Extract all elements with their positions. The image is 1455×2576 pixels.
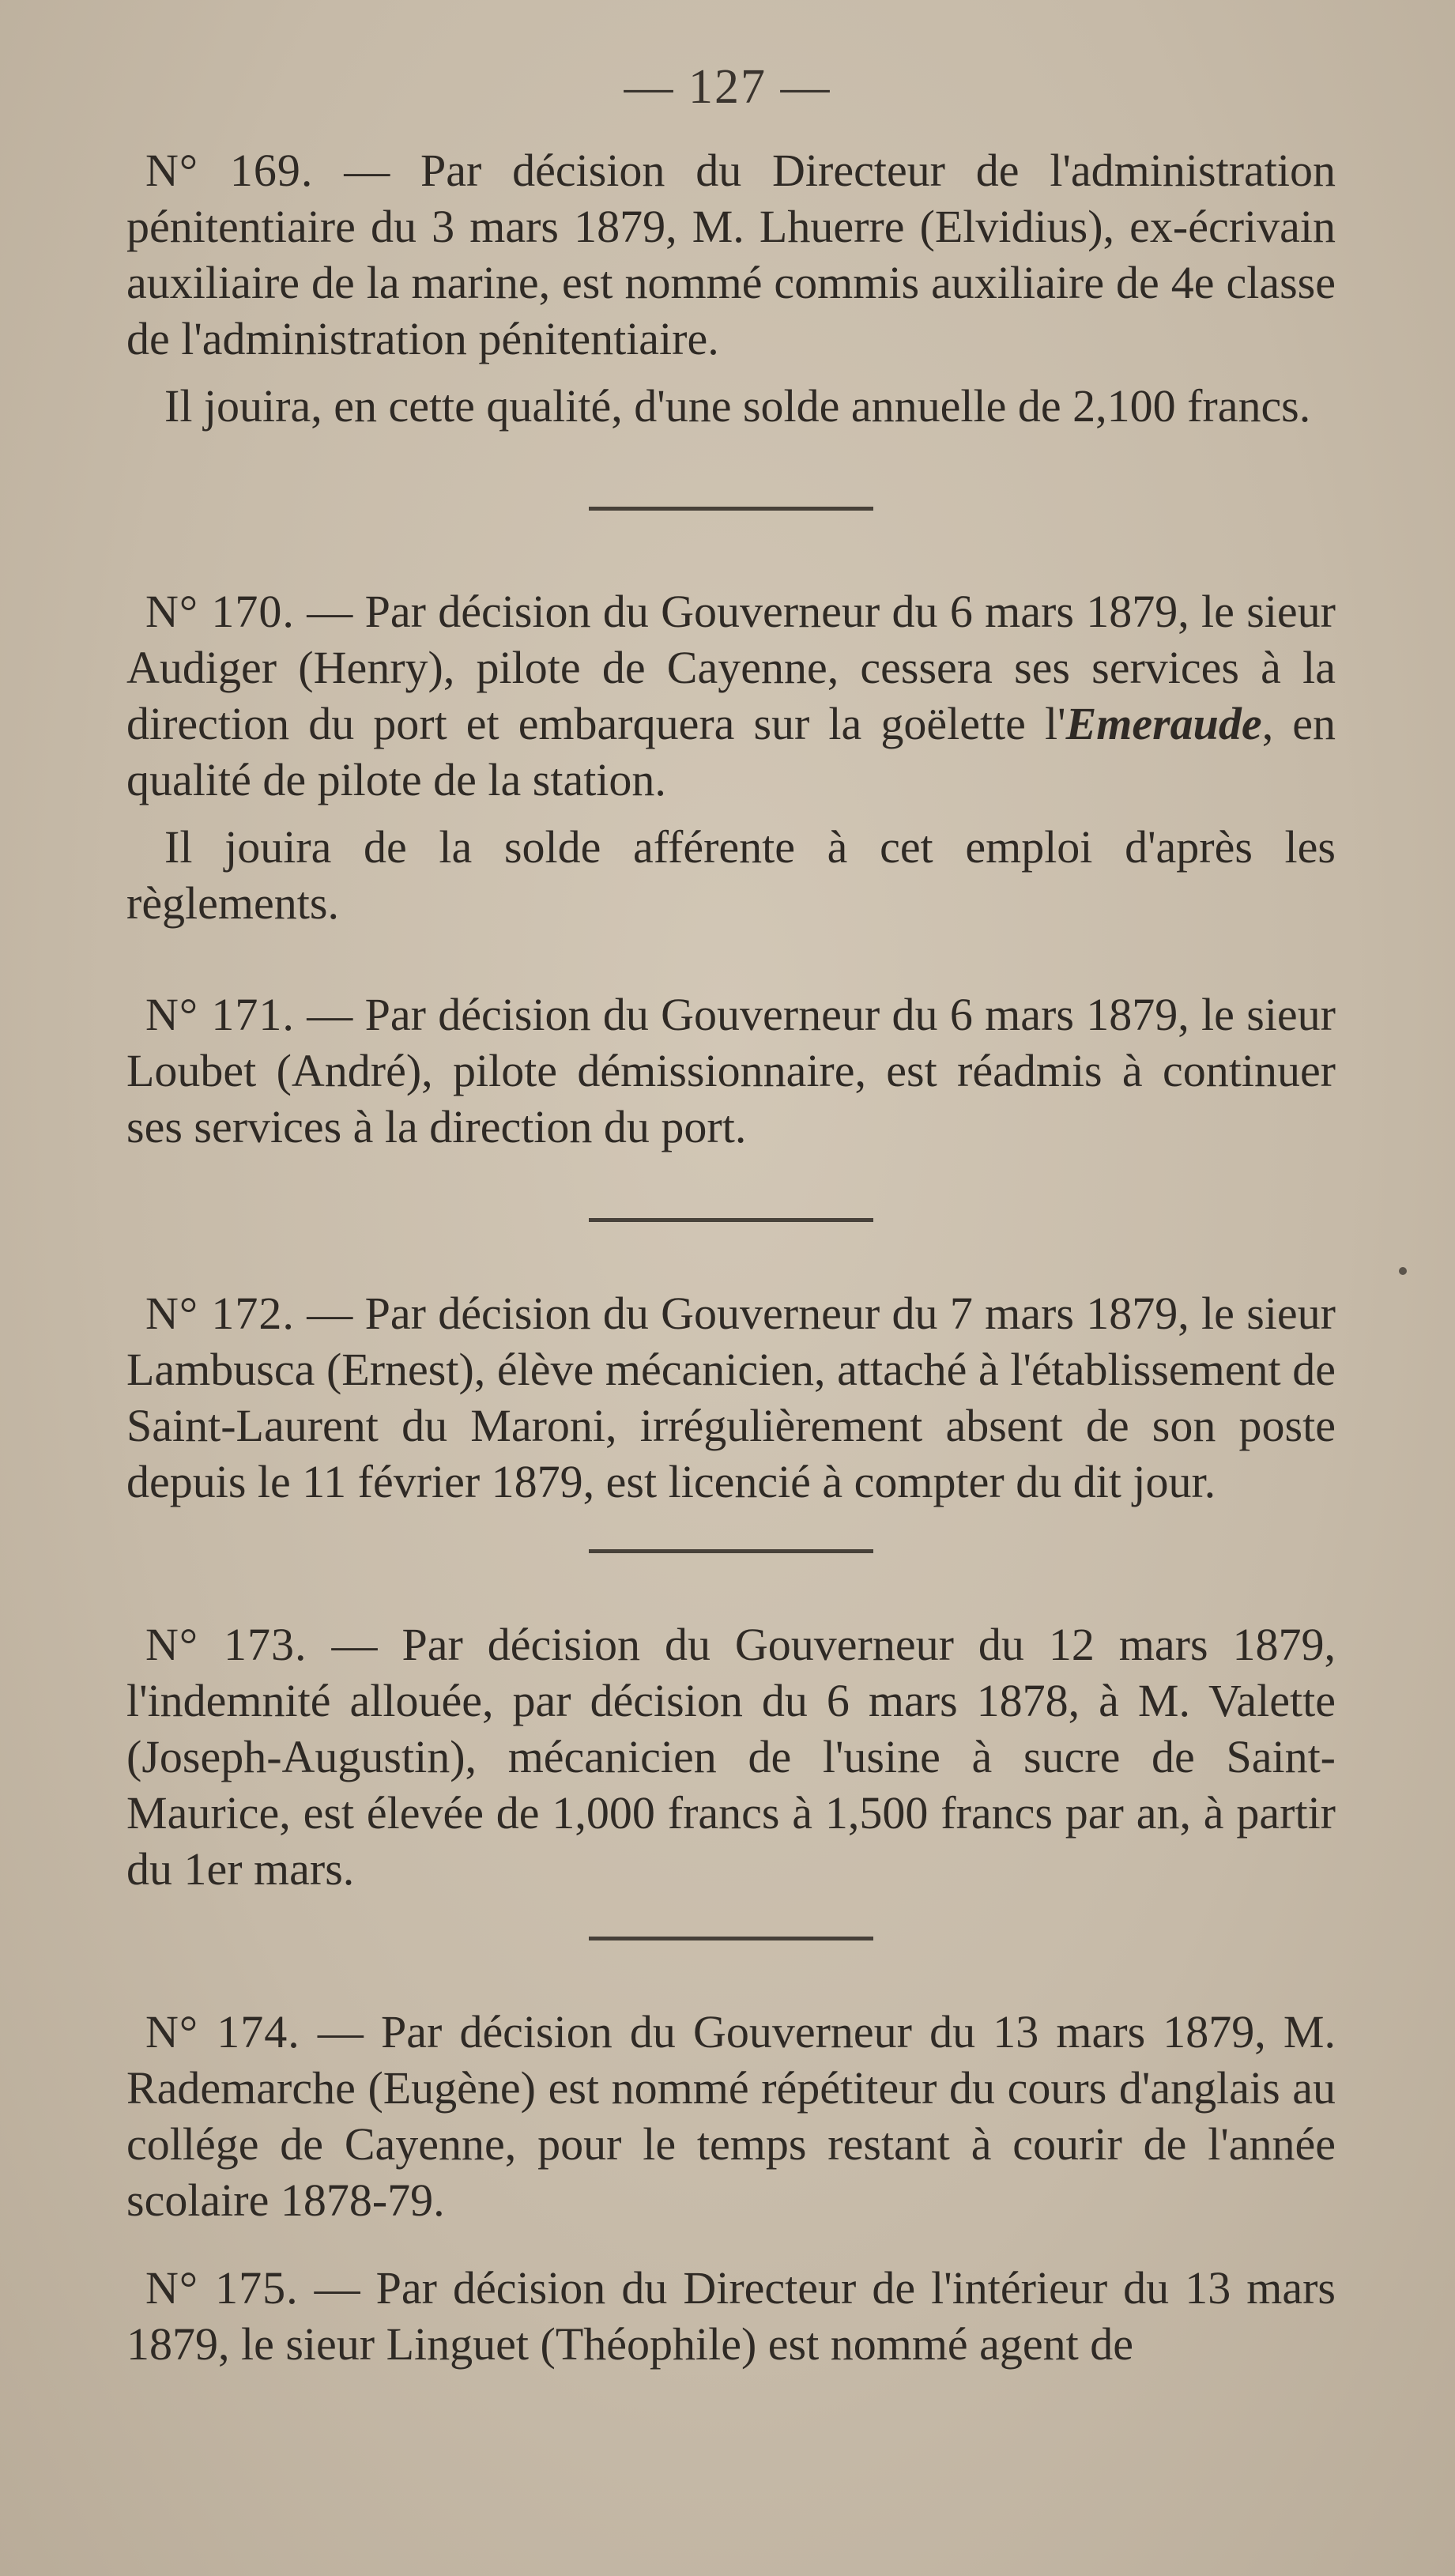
entry-171 xyxy=(126,986,1336,1155)
entry-174 xyxy=(126,2004,1336,2228)
entry-paragraph xyxy=(126,2260,1336,2372)
entry-173 xyxy=(126,1616,1336,1897)
entry-number: N° 175. xyxy=(145,2262,299,2314)
entry-number: N° 173. xyxy=(145,1619,307,1670)
entry-text: — Par décision du Gouverneur du 13 mars 1879, M. Rademarche (Eugène) est nommé répétiteur du cours d'anglais au collége de Cayenne, pour le temps restant à courir de l'année scolaire 1878-79. xyxy=(126,2006,1336,2226)
entry-number: N° 172. xyxy=(145,1288,295,1339)
entry-number: N° 170. xyxy=(145,586,295,637)
entry-paragraph xyxy=(126,1616,1336,1897)
entry-paragraph-2: Il jouira de la solde afférente à cet emploi d'après les règlements. xyxy=(126,821,1336,929)
entry-text: — Par décision du Directeur de l'intérieur du 13 mars 1879, le sieur Linguet (Théophile) est nommé agent de xyxy=(126,2262,1336,2370)
entry-text-end: , en qualité de pilote de la station. xyxy=(126,698,1336,805)
entry-170 xyxy=(126,583,1336,931)
entry-number: N° 174. xyxy=(145,2006,300,2057)
entry-text: — Par décision du Gouverneur du 6 mars 1879, le sieur Audiger (Henry), pilote de Cayenne, cessera ses services à la direction du port et embarquera sur la goëlette l' xyxy=(126,586,1336,749)
entry-172 xyxy=(126,1285,1336,1510)
separator-rule xyxy=(589,1549,873,1553)
ink-speck xyxy=(1399,1267,1407,1275)
ship-name: Emeraude xyxy=(1065,698,1262,749)
entry-text: — Par décision du Gouverneur du 6 mars 1879, le sieur Loubet (André), pilote démissionnaire, est réadmis à continuer ses services à la direction du port. xyxy=(126,989,1336,1152)
separator-rule xyxy=(589,507,873,511)
entry-text: — Par décision du Gouverneur du 7 mars 1879, le sieur Lambusca (Ernest), élève mécanicien, attaché à l'établissement de Saint-Laurent du Maroni, irrégulièrement absent de son poste depuis le 11 février 1879, est licencié à compter du dit jour. xyxy=(126,1288,1336,1507)
entry-text: — Par décision du Gouverneur du 12 mars 1879, l'indemnité allouée, par décision du 6 mars 1878, à M. Valette (Joseph-Augustin), mécanicien de l'usine à sucre de Saint-Maurice, est élevée de 1,000 francs à 1,500 francs par an, à partir du 1er mars. xyxy=(126,1619,1336,1895)
entry-number: N° 169. xyxy=(145,145,314,196)
entry-paragraph xyxy=(126,986,1336,1155)
entry-paragraph xyxy=(126,583,1336,808)
entry-175 xyxy=(126,2260,1336,2372)
text-column xyxy=(126,142,1336,2372)
entry-number: N° 171. xyxy=(145,989,295,1040)
entry-paragraph xyxy=(126,142,1336,367)
entry-169 xyxy=(126,142,1336,434)
separator-rule xyxy=(589,1937,873,1940)
entry-paragraph xyxy=(126,2004,1336,2228)
entry-paragraph-2: Il jouira, en cette qualité, d'une solde annuelle de 2,100 francs. xyxy=(164,380,1311,432)
entry-text: — Par décision du Directeur de l'administration pénitentiaire du 3 mars 1879, M. Lhuerre (Elvidius), ex-écrivain auxiliaire de la marine, est nommé commis auxiliaire de 4e classe de l'administration pénitentiaire. xyxy=(126,145,1336,364)
separator-rule xyxy=(589,1218,873,1222)
entry-paragraph xyxy=(126,1285,1336,1510)
page-number: — 127 — xyxy=(624,60,831,114)
